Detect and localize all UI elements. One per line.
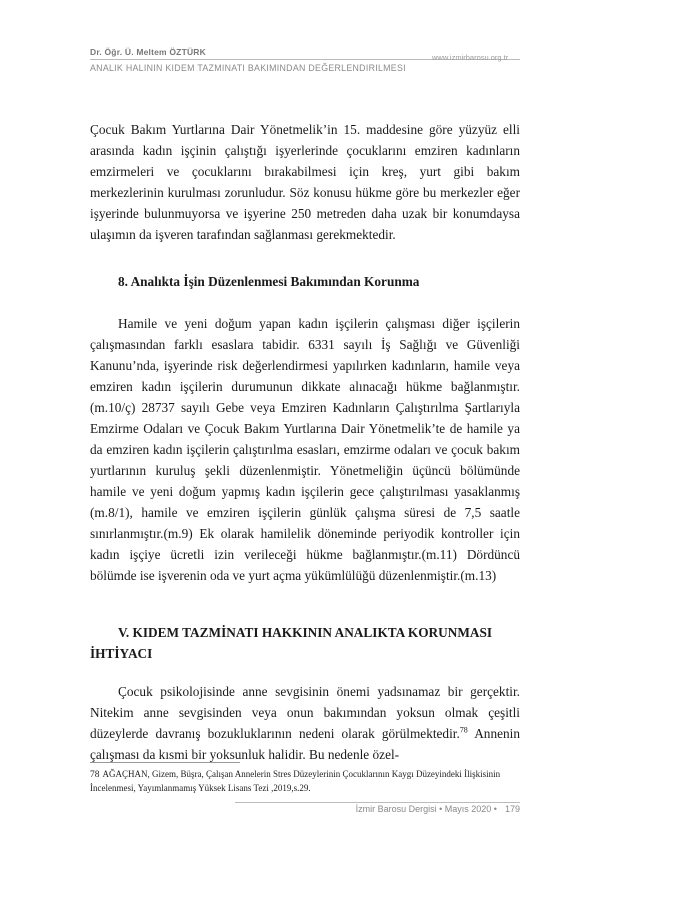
footer (356, 804, 520, 814)
footer-journal: İzmir Barosu Dergisi • Mayıs 2020 • (355, 804, 497, 814)
paragraph-2: Hamile ve yeni doğum yapan kadın işçilerin çalışması diğer işçilerin çalışmasından farklı esaslara tabidir. 6331 sayılı İş Sağlığı ve Güvenliği Kanunu’nda, işyerinde risk değerlendirmesi yapılırken kadınların, hamile veya emziren kadın işçilerin durumunun dikkate alınacağı hükme bağlanmıştır. (m.10/ç) 28737 sayılı Gebe veya Emziren Kadınların Çalıştırılma Şartlarıyla Emzirme Odaları ve Çocuk Bakım Yurtlarına Dair Yönetmelik’te de hamile ya da emziren kadın işçilerin çalıştırılma esasları, emzirme odaları ve çocuk bakım yurtlarının kuruluş şekli düzenlenmiştir. Yönetmeliğin üçüncü bölümünde hamile ve yeni doğum yapmış kadın işçilerin gece çalıştırılması yasaklanmış (m.8/1), hamile ve emziren işçilerin günlük çalışma süresi de 7,5 saatle sınırlanmıştır.(m.9) Ek olarak hamilelik döneminde periyodik kontroller için kadın işçiye ücretli izin verileceği hükme bağlanmıştır.(m.11) Dördüncü bölümde ise işverenin oda ve yurt açma yükümlülüğü düzenlenmiştir.(m.13) (90, 316, 520, 583)
footer-divider (235, 802, 520, 803)
paragraph-3-text-a: Çocuk psikolojisinde anne sevgisinin önemi yadsınamaz bir gerçektir. Nitekim anne sevgisinden veya onun bakımından yoksun olmak çeşitli düzeylerde davranış bozukluklarının nedeni olarak görülmektedir. (90, 684, 520, 741)
header-website: www.izmirbarosu.org.tr (432, 53, 509, 62)
footnote-reference[interactable]: 78 (459, 725, 468, 735)
footnote-text: AĞAÇHAN, Gizem, Büşra, Çalışan Annelerin Stres Düzeylerinin Çocuklarının Kaygı Düzeyindeki İlişkisinin İncelenmesi, Yayımlanmamış Yüksek Lisans Tezi ,2019,s.29. (90, 769, 501, 793)
section-heading-v: V. KIDEM TAZMİNATI HAKKININ ANALIKTA KORUNMASI İHTİYACI (90, 625, 493, 661)
paragraph-1: Çocuk Bakım Yurtlarına Dair Yönetmelik’in 15. maddesine göre yüzyüz elli arasında kadın işçinin çalıştığı işyerlerinde çocuklarını emziren kadınların emzirmeleri ve çocuklarını bırakabilmesi için kreş, yurt gibi bakım merkezlerinin kurulması zorunludur. Söz konusu hükme göre bu merkezler eğer işyerinde bulunmuyorsa ve işyerine 250 metreden daha uzak bir konumdaysa ulaşımın da işveren tarafından sağlanması gerekmektedir. (90, 122, 520, 242)
page-number: 179 (504, 804, 520, 814)
footnote-number: 78 (90, 770, 100, 780)
header-author: Dr. Öğr. Ü. Meltem ÖZTÜRK (90, 47, 206, 57)
header-divider (90, 59, 420, 60)
paragraph-3 (90, 681, 520, 765)
paragraph-3-text-b: Annenin çalışması da kısmi bir yoksunluk halidir. Bu nedenle özel- (90, 726, 520, 762)
footnote-divider (90, 762, 240, 763)
header-article-title: ANALIK HALININ KIDEM TAZMINATI BAKIMINDAN DEĞERLENDIRILMESI (90, 63, 406, 73)
footnote (90, 768, 520, 795)
section-heading-8: 8. Analıkta İşin Düzenlenmesi Bakımından Korunma (118, 274, 420, 289)
